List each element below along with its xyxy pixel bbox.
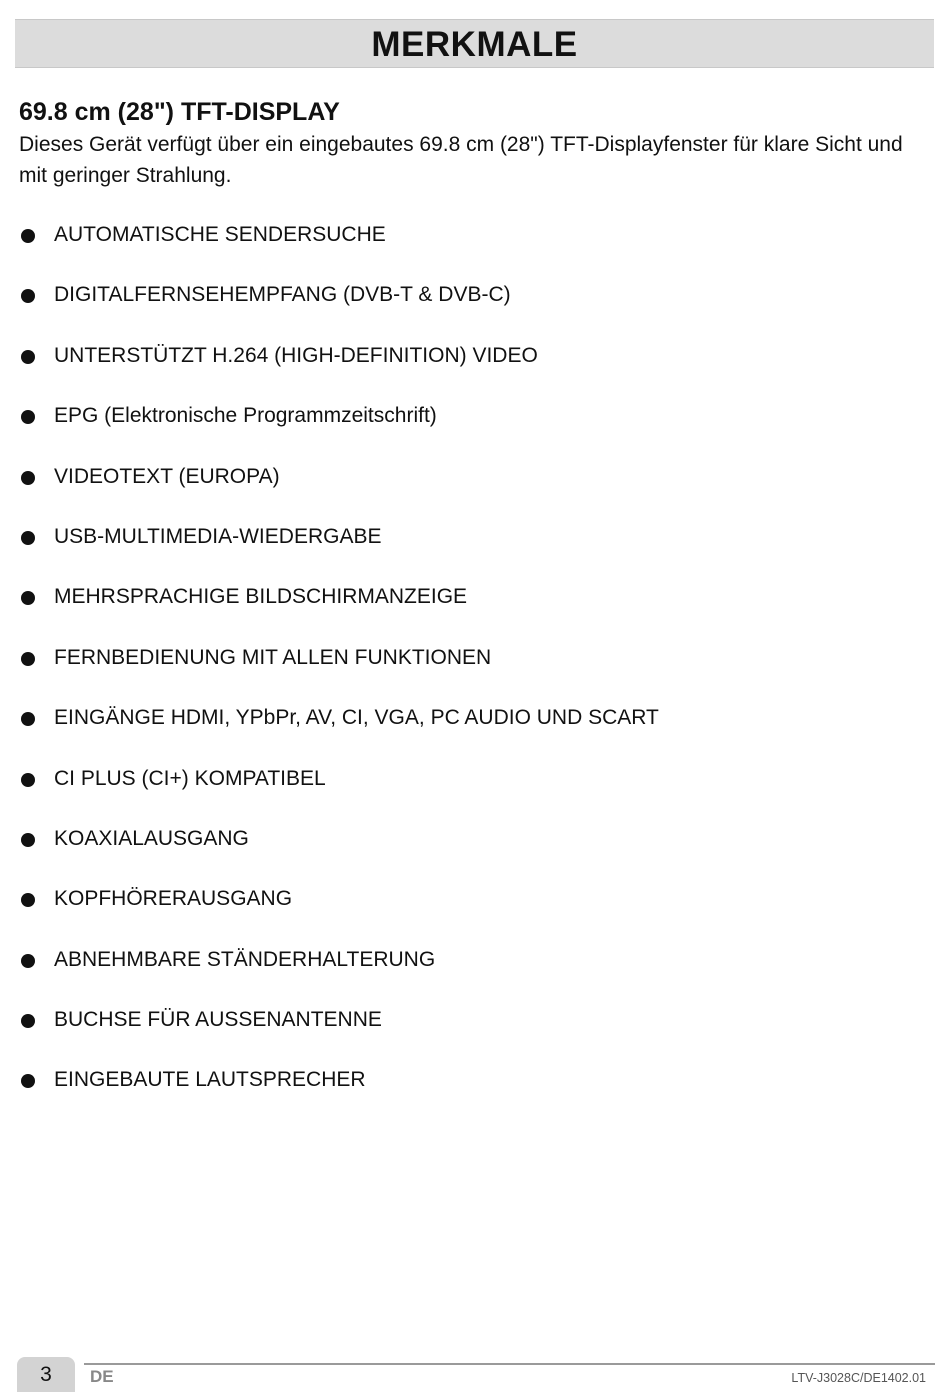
list-item: [21, 339, 659, 399]
feature-label: VIDEOTEXT (EUROPA): [54, 464, 280, 488]
list-item: [21, 701, 659, 761]
section-heading: 69.8 cm (28") TFT-DISPLAY: [19, 98, 340, 126]
feature-label: USB-MULTIMEDIA-WIEDERGABE: [54, 524, 382, 548]
bullet-icon: [21, 591, 35, 605]
bullet-icon: [21, 350, 35, 364]
page-title: MERKMALE: [371, 25, 578, 64]
feature-label: KOPFHÖRERAUSGANG: [54, 887, 293, 911]
bullet-icon: [21, 1074, 35, 1088]
language-label: DE: [90, 1367, 114, 1386]
bullet-icon: [21, 471, 35, 485]
list-item: [21, 882, 659, 942]
feature-label: EINGEBAUTE LAUTSPRECHER: [54, 1068, 366, 1092]
feature-label: BUCHSE FÜR AUSSENANTENNE: [54, 1008, 382, 1032]
bullet-icon: [21, 410, 35, 424]
section-text: Dieses Gerät verfügt über ein eingebautes 69.8 cm (28") TFT-Displayfenster für klare Sicht und mit geringer Strahlung.: [19, 133, 903, 187]
bullet-icon: [21, 531, 35, 545]
bullet-icon: [21, 893, 35, 907]
list-item: [21, 641, 659, 701]
feature-label: FERNBEDIENUNG MIT ALLEN FUNKTIONEN: [54, 645, 492, 669]
bullet-icon: [21, 833, 35, 847]
list-item: [21, 520, 659, 580]
title-bar: [15, 19, 934, 68]
feature-label: UNTERSTÜTZT H.264 (HIGH-DEFINITION) VIDEO: [54, 343, 538, 367]
feature-label: MEHRSPRACHIGE BILDSCHIRMANZEIGE: [54, 585, 468, 609]
list-item: [21, 218, 659, 278]
bullet-icon: [21, 773, 35, 787]
feature-label: CI PLUS (CI+) KOMPATIBEL: [54, 766, 326, 790]
list-item: [21, 1003, 659, 1063]
bullet-icon: [21, 1014, 35, 1028]
list-item: [21, 943, 659, 1003]
list-item: [21, 278, 659, 338]
list-item: [21, 580, 659, 640]
feature-list: [21, 218, 659, 1124]
feature-label: KOAXIALAUSGANG: [54, 826, 249, 850]
feature-label: EINGÄNGE HDMI, YPbPr, AV, CI, VGA, PC AUDIO UND SCART: [54, 706, 659, 730]
bullet-icon: [21, 954, 35, 968]
bullet-icon: [21, 652, 35, 666]
bullet-icon: [21, 712, 35, 726]
list-item: [21, 460, 659, 520]
feature-label: EPG (Elektronische Programmzeitschrift): [54, 404, 437, 428]
list-item: [21, 1063, 659, 1123]
page-number: 3: [17, 1357, 75, 1392]
footer-divider: [84, 1363, 935, 1365]
feature-label: DIGITALFERNSEHEMPFANG (DVB-T & DVB-C): [54, 283, 511, 307]
feature-label: ABNEHMBARE STÄNDERHALTERUNG: [54, 947, 436, 971]
bullet-icon: [21, 229, 35, 243]
feature-label: AUTOMATISCHE SENDERSUCHE: [54, 223, 386, 246]
list-item: [21, 762, 659, 822]
list-item: [21, 399, 659, 459]
document-code: LTV-J3028C/DE1402.01: [791, 1371, 926, 1385]
bullet-icon: [21, 289, 35, 303]
list-item: [21, 822, 659, 882]
